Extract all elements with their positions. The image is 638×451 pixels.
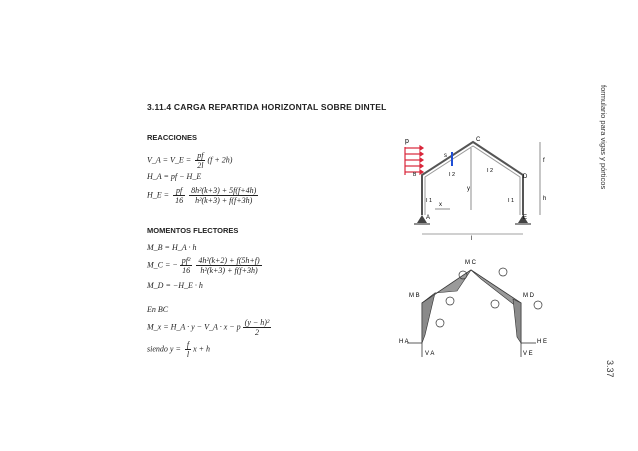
- label-i1-right: I 1: [508, 198, 515, 204]
- moments-title: MOMENTOS FLECTORES: [147, 226, 239, 235]
- equation-siendo: siendo y = $\frac{f}{l}$ x + h: [147, 340, 211, 359]
- moment-fill-bc: [422, 270, 471, 303]
- label-mb: M B: [409, 293, 420, 299]
- label-p: p: [405, 138, 409, 145]
- horizontal-load-arrows: [405, 146, 423, 175]
- label-l: l: [471, 236, 473, 242]
- equation-md: M_D = −H_E · h: [147, 281, 203, 290]
- label-x: x: [439, 202, 442, 208]
- label-ve: V E: [523, 351, 533, 357]
- label-c: C: [476, 137, 481, 143]
- label-f: f: [543, 158, 545, 164]
- equation-mc: M_C = − $\frac{\text{pf²}}{16}$ $\frac{\text{4h²(k+2) + f(5h+f)}}{\text{h²(k+3) + f(f+3h)}}$: [147, 256, 260, 275]
- label-e: E: [523, 215, 528, 221]
- label-he: H E: [537, 339, 548, 345]
- label-i1-left: I 1: [426, 198, 433, 204]
- label-md: M D: [523, 293, 534, 299]
- reactions-title: REACCIONES: [147, 133, 198, 142]
- page-number: 3.37: [605, 360, 615, 378]
- label-mc: M C: [465, 260, 476, 266]
- equation-mb: M_B = H_A · h: [147, 243, 197, 252]
- equation-he: H_E = $\frac{pf}{16}$ $\frac{\text{8h²(k+3) + 5f(f+4h)}}{\text{h²(k+3) + f(f+3h)}}$: [147, 186, 257, 205]
- moment-fill-de: [513, 299, 521, 343]
- section-heading: 3.11.4 CARGA REPARTIDA HORIZONTAL SOBRE DINTEL: [147, 102, 387, 112]
- book-title-vertical: formulario para vigas y pórticos: [599, 85, 608, 190]
- en-bc-label: En BC: [147, 305, 169, 314]
- label-i2-right: I 2: [487, 168, 494, 174]
- label-i2-left: I 2: [449, 172, 456, 178]
- equation-va: V_A = V_E = $\frac{pf}{2l}$ (f + 2h): [147, 151, 233, 170]
- label-y: y: [467, 186, 470, 192]
- label-ha: H A: [399, 339, 409, 345]
- label-d: D: [523, 174, 528, 180]
- label-a: A: [426, 215, 431, 221]
- label-s: s: [444, 153, 447, 159]
- label-b: B: [413, 172, 417, 178]
- equation-mx: M_x = H_A · y − V_A · x − p $\frac{\text{(y − h)²}}{2}$: [147, 318, 270, 337]
- moment-diagram: [395, 255, 565, 370]
- frame-outline: [422, 142, 523, 215]
- frame-baseline: [422, 270, 521, 343]
- label-va: V A: [425, 351, 435, 357]
- moment-fill-ab: [422, 293, 435, 343]
- label-h: h: [543, 196, 547, 202]
- equation-ha: H_A = pf − H_E: [147, 172, 202, 181]
- frame-diagram: [395, 130, 565, 245]
